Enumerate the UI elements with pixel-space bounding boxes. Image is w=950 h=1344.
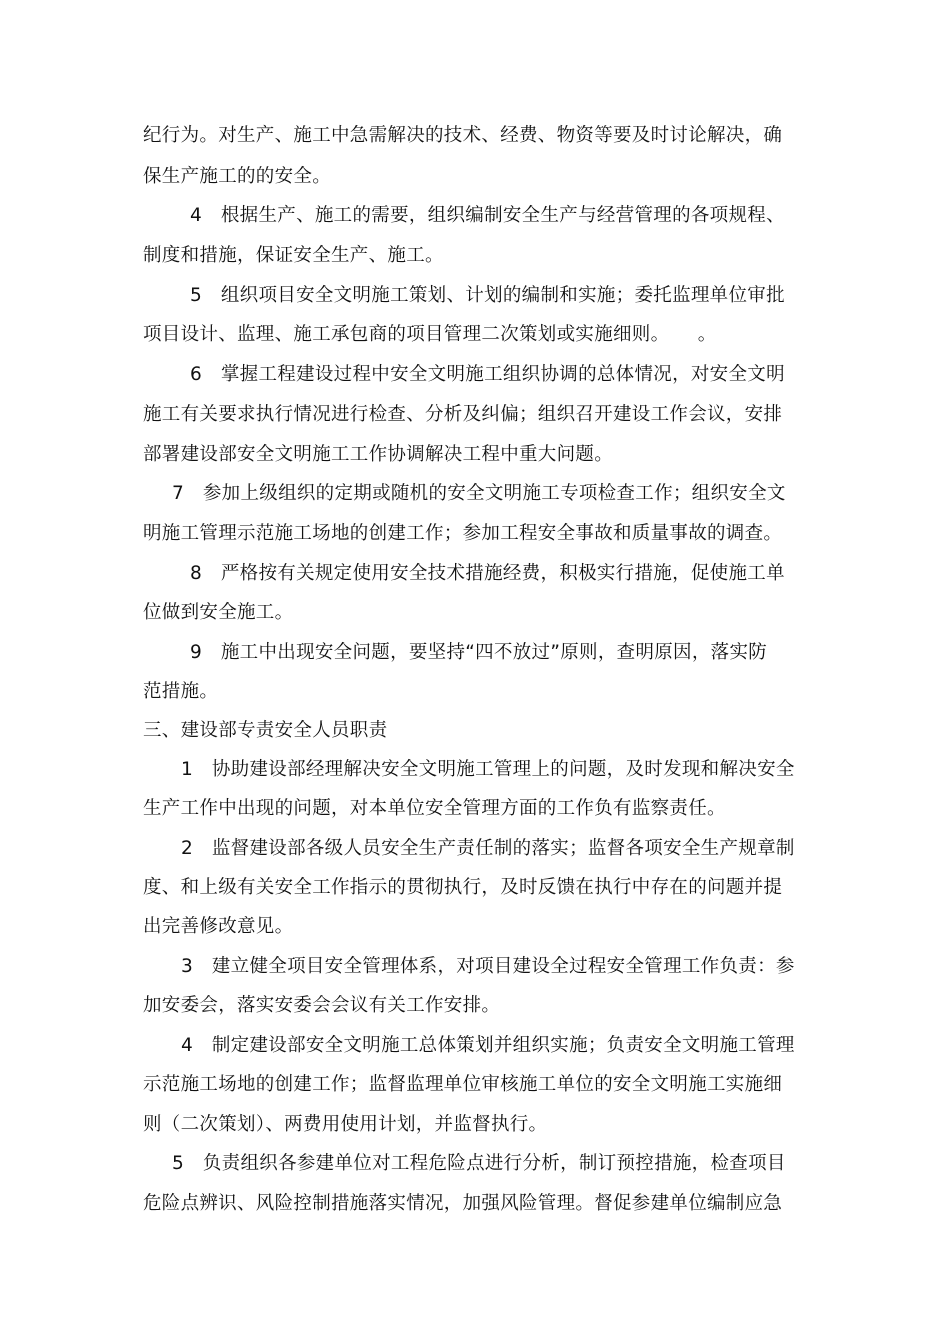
text-line: 4 根据生产、施工的需要，组织编制安全生产与经营管理的各项规程、 (190, 205, 785, 226)
text-line: 示范施工场地的创建工作；监督监理单位审核施工单位的安全文明施工实施细 (143, 1074, 783, 1095)
text-line: 4 制定建设部安全文明施工总体策划并组织实施；负责安全文明施工管理 (181, 1035, 795, 1056)
text-line: 制度和措施，保证安全生产、施工。 (143, 245, 444, 266)
text-line: 范措施。 (143, 681, 219, 702)
text-line: 保生产施工的的安全。 (143, 166, 332, 187)
text-line: 2 监督建设部各级人员安全生产责任制的落实；监督各项安全生产规章制 (181, 838, 795, 859)
text-line: 危险点辨识、风险控制措施落实情况，加强风险管理。督促参建单位编制应急 (143, 1193, 783, 1214)
text-line: 项目设计、监理、施工承包商的项目管理二次策划或实施细则。 。 (143, 324, 717, 345)
text-line: 7 参加上级组织的定期或随机的安全文明施工专项检查工作；组织安全文 (172, 483, 786, 504)
text-line: 加安委会，落实安委会会议有关工作安排。 (143, 995, 501, 1016)
text-line: 位做到安全施工。 (143, 602, 294, 623)
text-line: 明施工管理示范施工场地的创建工作；参加工程安全事故和质量事故的调查。 (143, 523, 783, 544)
text-line: 则（二次策划）、两费用使用计划，并监督执行。 (143, 1114, 548, 1135)
text-line: 3 建立健全项目安全管理体系，对项目建设全过程安全管理工作负责：参 (181, 956, 795, 977)
text-line: 9 施工中出现安全问题，要坚持“四不放过”原则，查明原因，落实防 (190, 642, 768, 663)
text-line: 5 组织项目安全文明施工策划、计划的编制和实施；委托监理单位审批 (190, 285, 785, 306)
text-line: 度、和上级有关安全工作指示的贯彻执行，及时反馈在执行中存在的问题并提 (143, 877, 783, 898)
text-line: 生产工作中出现的问题，对本单位安全管理方面的工作负有监察责任。 (143, 798, 726, 819)
text-line: 5 负责组织各参建单位对工程危险点进行分析，制订预控措施，检查项目 (172, 1153, 786, 1174)
text-line: 部署建设部安全文明施工工作协调解决工程中重大问题。 (143, 444, 614, 465)
text-line: 纪行为。对生产、施工中急需解决的技术、经费、物资等要及时讨论解决，确 (143, 125, 783, 146)
text-line: 1 协助建设部经理解决安全文明施工管理上的问题，及时发现和解决安全 (181, 759, 795, 780)
text-line: 8 严格按有关规定使用安全技术措施经费，积极实行措施，促使施工单 (190, 563, 785, 584)
text-line: 6 掌握工程建设过程中安全文明施工组织协调的总体情况，对安全文明 (190, 364, 785, 385)
text-line: 施工有关要求执行情况进行检查、分析及纠偏；组织召开建设工作会议，安排 (143, 404, 783, 425)
text-line: 出完善修改意见。 (143, 916, 294, 937)
section-heading: 三、建设部专责安全人员职责 (143, 720, 388, 741)
